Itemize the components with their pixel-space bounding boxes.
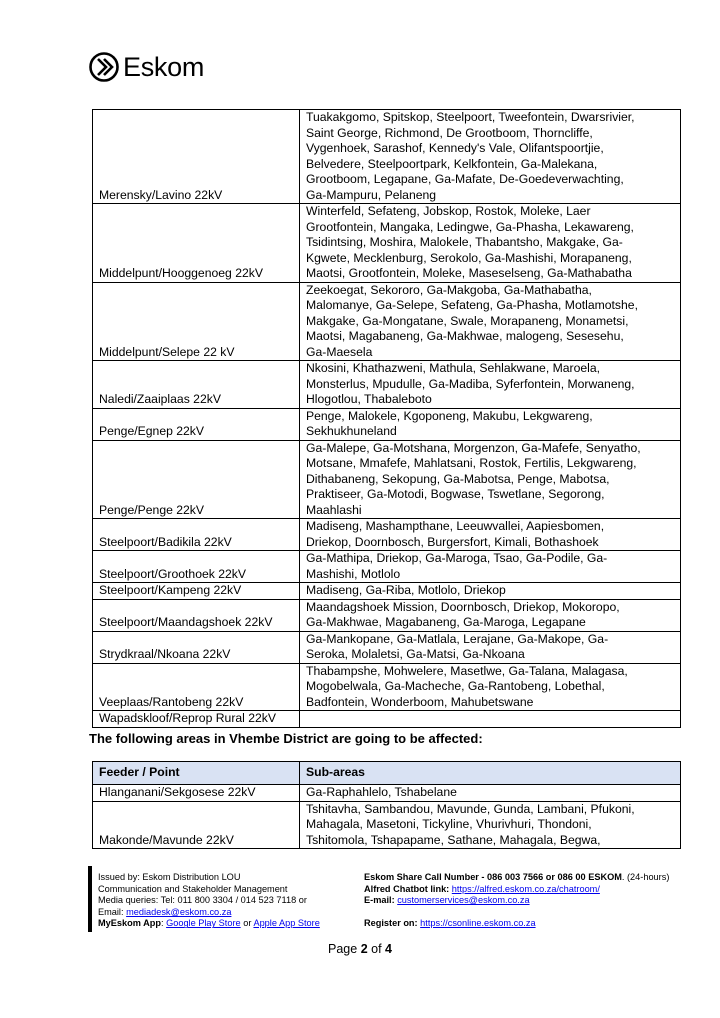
register-line: [364, 918, 704, 930]
sub-areas-cell: [300, 663, 681, 711]
feeder-cell: Penge/Egnep 22kV: [93, 408, 300, 440]
sub-areas-line: Maandagshoek Mission, Doornbosch, Driekop, Mokoropo,: [306, 599, 620, 614]
sub-areas-line: Ga-Mathipa, Driekop, Ga-Maroga, Tsao, Ga-Podile, Ga-: [306, 551, 608, 565]
page-number: [0, 942, 720, 956]
sub-areas-line: Zeekoegat, Sekororo, Ga-Makgoba, Ga-Mathabatha,: [306, 282, 592, 297]
sub-areas-line: Monsterlus, Mpudulle, Ga-Madiba, Syferfontein, Morwaneng,: [306, 376, 635, 391]
sub-areas-line: Hlogotlou, Thabaleboto: [306, 392, 432, 406]
sub-areas-line: Belvedere, Steelpoortpark, Kelkfontein, Ga-Malekana,: [306, 156, 598, 171]
sub-areas-line: Mahagala, Masetoni, Tickyline, Vhurivhuri, Thondoni,: [306, 817, 592, 831]
feeder-cell: Wapadskloof/Reprop Rural 22kV: [93, 711, 300, 728]
sub-areas-cell: [300, 583, 681, 600]
sub-areas-line: Motsane, Mmafefe, Mahlatsani, Rostok, Fertilis, Lekgwareng,: [306, 456, 637, 470]
sub-areas-line: Nkosini, Khathazweni, Mathula, Sehlakwane, Maroela,: [306, 361, 601, 375]
google-play-link[interactable]: Google Play Store: [166, 918, 241, 929]
share-call: Eskom Share Call Number - 086 003 7566 or 086 00 ESKOM: [364, 872, 622, 882]
sub-areas-line: Malomanye, Ga-Selepe, Sefateng, Ga-Phasha, Motlamotshe,: [306, 298, 638, 312]
sub-areas-line: Madiseng, Ga-Riba, Motlolo, Driekop: [306, 583, 506, 597]
alfred-line: [364, 884, 704, 896]
sub-areas-line: Dithabaneng, Sekopung, Ga-Mabotsa, Penge, Mabotsa,: [306, 471, 610, 486]
sub-areas-line: Vygenhoek, Sarashof, Kennedy's Vale, Olifantspoortjie,: [306, 141, 604, 155]
table-row: [93, 663, 681, 711]
app-label: MyEskom App: [98, 918, 161, 929]
footer-issuer-info: [98, 872, 358, 930]
sub-areas-line: Tshitomola, Tshapapame, Sathane, Mahagala, Begwa,: [306, 832, 601, 847]
comm-dept: Communication and Stakeholder Management: [98, 883, 288, 894]
email2-label: E-mail:: [364, 895, 398, 906]
sub-areas-line: Mashishi, Motlolo: [306, 566, 401, 581]
sub-areas-line: Praktiseer, Ga-Motodi, Bogwase, Tswetlane, Segorong,: [306, 487, 605, 501]
sub-areas-line: Tsidintsing, Moshira, Malokele, Thabantsho, Makgake, Ga-: [306, 235, 623, 249]
sub-areas-line: Ga-Mampuru, Pelaneng: [306, 187, 437, 202]
share-call-line: [364, 872, 704, 884]
table-row: [93, 361, 681, 409]
sub-areas-line: Grootboom, Legapane, Ga-Mafate, De-Goedeverwachting,: [306, 172, 624, 186]
sub-areas-cell: [300, 282, 681, 361]
table-row: [93, 599, 681, 631]
feeder-cell: Strydkraal/Nkoana 22kV: [93, 631, 300, 663]
table-row: [93, 583, 681, 600]
sub-areas-cell: [300, 110, 681, 204]
customer-email-link[interactable]: customerservices@eskom.co.za: [397, 895, 530, 906]
table-row: [93, 711, 681, 728]
logo-text: Eskom: [123, 52, 205, 82]
sub-areas-line: Maahlashi: [306, 502, 362, 517]
alfred-label: Alfred Chatbot link:: [364, 883, 452, 894]
feeder-cell: Veeplaas/Rantobeng 22kV: [93, 663, 300, 711]
sub-areas-line: Driekop, Doornbosch, Burgersfort, Kimali, Bothashoek: [306, 534, 599, 549]
eskom-logo: [89, 52, 204, 82]
sub-areas-cell: [300, 711, 681, 728]
sub-areas-line: Sekhukhuneland: [306, 424, 397, 438]
sub-areas-line: Tshitavha, Sambandou, Mavunde, Gunda, Lambani, Pfukoni,: [306, 801, 635, 816]
table-header-row: [93, 762, 681, 785]
app-or: or: [240, 918, 254, 929]
media-email-line: [98, 907, 358, 919]
table-row: [93, 440, 681, 519]
table-row: [93, 631, 681, 663]
sub-areas-line: Kgwete, Mecklenburg, Serokolo, Ga-Mashishi, Morapaneng,: [306, 250, 632, 265]
sub-areas-cell: [300, 785, 681, 802]
feeder-cell: Makonde/Mavunde 22kV: [93, 801, 300, 849]
sub-areas-line: Ga-Maesela: [306, 344, 373, 359]
media-email-link[interactable]: mediadesk@eskom.co.za: [126, 906, 232, 917]
share-hours: . (24-hours): [621, 872, 670, 882]
sub-areas-line: Mogobelwala, Ga-Macheche, Ga-Rantobeng, Lobethal,: [306, 679, 605, 693]
feeder-cell: Penge/Penge 22kV: [93, 440, 300, 519]
feeder-cell: Steelpoort/Groothoek 22kV: [93, 551, 300, 583]
eskom-logo-icon: [89, 52, 119, 82]
table-row: [93, 801, 681, 849]
table-row: [93, 519, 681, 551]
sub-areas-line: Ga-Malepe, Ga-Motshana, Morgenzon, Ga-Mafefe, Senyatho,: [306, 440, 641, 455]
table-row: [93, 110, 681, 204]
page-of: of: [367, 942, 386, 956]
sub-areas-line: Tuakakgomo, Spitskop, Steelpoort, Tweefontein, Dwarsrivier,: [306, 110, 635, 124]
feeders-table-vhembe: [92, 761, 681, 849]
email2-line: [364, 895, 704, 907]
header-sub-areas: Sub-areas: [300, 762, 681, 785]
sub-areas-cell: [300, 440, 681, 519]
sub-areas-cell: [300, 204, 681, 283]
header-feeder-point: Feeder / Point: [93, 762, 300, 785]
feeder-cell: Naledi/Zaaiplaas 22kV: [93, 361, 300, 409]
sub-areas-line: Thabampshe, Mohwelere, Masetlwe, Ga-Talana, Malagasa,: [306, 663, 628, 678]
sub-areas-line: Saint George, Richmond, De Grootboom, Thorncliffe,: [306, 125, 593, 140]
sub-areas-line: Ga-Raphahlelo, Tshabelane: [306, 785, 457, 799]
sub-areas-line: Ga-Mankopane, Ga-Matlala, Lerajane, Ga-Makope, Ga-: [306, 631, 609, 646]
footer-contact-info: [364, 872, 704, 930]
sub-areas-line: Grootfontein, Mangaka, Ledingwe, Ga-Phasha, Lekawareng,: [306, 219, 634, 234]
email-label: Email:: [98, 906, 127, 917]
sub-areas-line: Madiseng, Mashampthane, Leeuwvallei, Aapiesbomen,: [306, 519, 605, 533]
table-row: [93, 204, 681, 283]
sub-areas-line: Winterfeld, Sefateng, Jobskop, Rostok, Moleke, Laer: [306, 204, 591, 218]
sub-areas-line: Penge, Malokele, Kgoponeng, Makubu, Lekgwareng,: [306, 408, 593, 423]
footer: [88, 866, 704, 932]
register-link[interactable]: https://csonline.eskom.co.za: [420, 918, 536, 929]
register-label: Register on:: [364, 918, 421, 929]
media-queries: Media queries: Tel: 011 800 3304 / 014 523 7118 or: [98, 895, 307, 906]
section-heading: The following areas in Vhembe District are going to be affected:: [89, 731, 483, 746]
sub-areas-line: [306, 711, 677, 727]
sub-areas-line: Badfontein, Wonderboom, Mahubetswane: [306, 694, 534, 709]
feeder-cell: Steelpoort/Kampeng 22kV: [93, 583, 300, 600]
app-line: [98, 918, 358, 930]
sub-areas-line: Seroka, Molaletsi, Ga-Matsi, Ga-Nkoana: [306, 647, 525, 661]
footer-spacer: [364, 907, 704, 919]
feeder-cell: Steelpoort/Maandagshoek 22kV: [93, 599, 300, 631]
feeder-cell: Middelpunt/Hooggenoeg 22kV: [93, 204, 300, 283]
sub-areas-cell: [300, 519, 681, 551]
sub-areas-line: Maotsi, Magabaneng, Ga-Makhwae, malogeng, Sesesehu,: [306, 329, 624, 343]
sub-areas-cell: [300, 599, 681, 631]
alfred-link[interactable]: https://alfred.eskom.co.za/chatroom/: [451, 883, 600, 894]
feeder-cell: Middelpunt/Selepe 22 kV: [93, 282, 300, 361]
sub-areas-cell: [300, 551, 681, 583]
sub-areas-cell: [300, 801, 681, 849]
apple-store-link[interactable]: Apple App Store: [253, 918, 320, 929]
feeders-table-sekhukhune: [92, 109, 681, 728]
sub-areas-cell: [300, 631, 681, 663]
feeder-cell: Merensky/Lavino 22kV: [93, 110, 300, 204]
issued-by: Issued by: Eskom Distribution LOU: [98, 872, 241, 882]
sub-areas-line: Ga-Makhwae, Magabaneng, Ga-Maroga, Legapane: [306, 615, 586, 629]
table-row: [93, 282, 681, 361]
sub-areas-cell: [300, 408, 681, 440]
page-total: 4: [385, 942, 392, 956]
sub-areas-cell: [300, 361, 681, 409]
feeder-cell: Steelpoort/Badikila 22kV: [93, 519, 300, 551]
page-prefix: Page: [328, 942, 361, 956]
sub-areas-line: Makgake, Ga-Mongatane, Swale, Morapaneng, Monametsi,: [306, 313, 629, 328]
page-current: 2: [360, 942, 368, 956]
table-row: [93, 551, 681, 583]
table-row: [93, 785, 681, 802]
table-row: [93, 408, 681, 440]
feeder-cell: Hlanganani/Sekgosese 22kV: [93, 785, 300, 802]
sub-areas-line: Maotsi, Grootfontein, Moleke, Maseselseng, Ga-Mathabatha: [306, 266, 632, 280]
app-sep: :: [160, 918, 167, 929]
